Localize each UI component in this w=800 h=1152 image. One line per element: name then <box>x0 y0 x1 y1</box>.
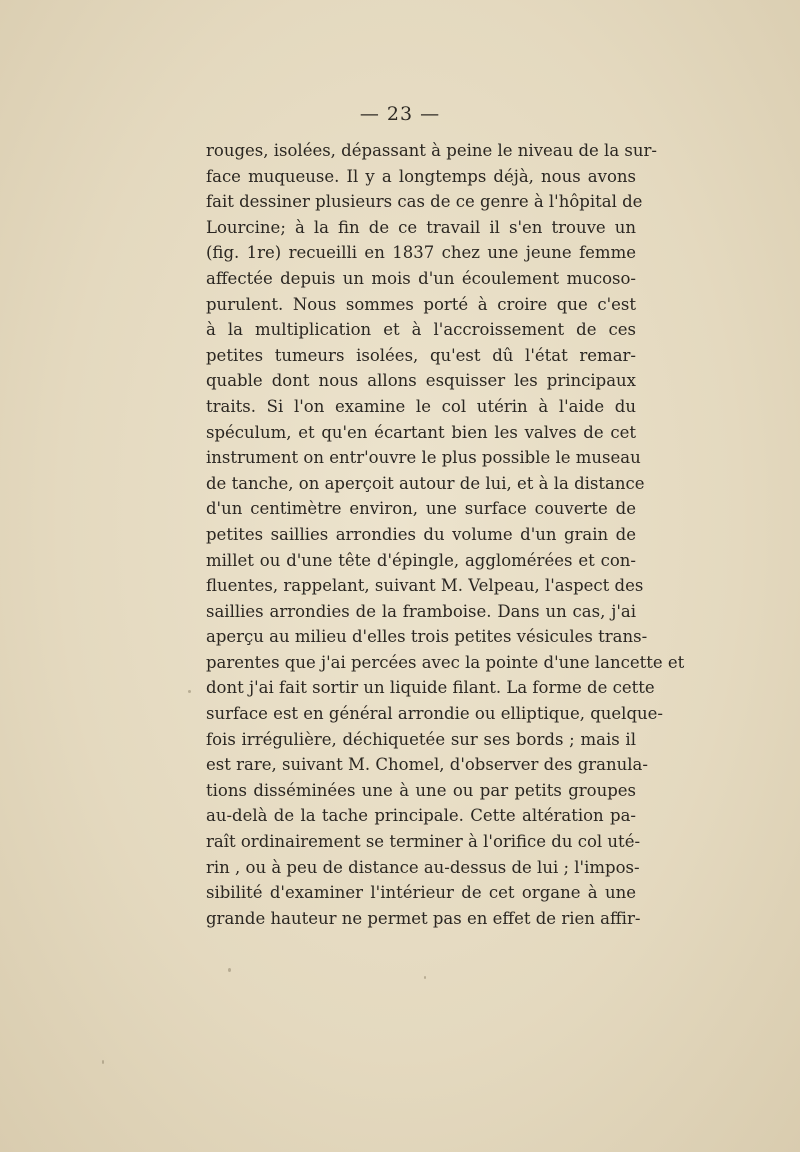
page-number: — 23 — <box>359 103 441 125</box>
text-line: Lourcine; à la fin de ce travail il s'en trouve un <box>206 217 636 237</box>
text-line: de tanche, on aperçoit autour de lui, et à la distance <box>206 473 645 493</box>
text-line: à la multiplication et à l'accroissement de ces <box>206 320 636 340</box>
text-line: grande hauteur ne permet pas en effet de rien affir- <box>206 908 641 928</box>
text-line: saillies arrondies de la framboise. Dans un cas, j'ai <box>206 601 636 621</box>
text-line: instrument on entr'ouvre le plus possible le museau <box>206 448 641 468</box>
paper-speck <box>424 976 426 979</box>
body-text <box>206 138 685 931</box>
text-line: d'un centimètre environ, une surface couverte de <box>206 499 636 519</box>
text-line: dont j'ai fait sortir un liquide filant. La forme de cette <box>206 678 655 698</box>
text-line: parentes que j'ai percées avec la pointe d'une lancette et <box>206 652 685 672</box>
text-line: face muqueuse. Il y a longtemps déjà, nous avons <box>206 166 636 186</box>
paper-speck <box>188 690 191 693</box>
text-line: aperçu au milieu d'elles trois petites vésicules trans- <box>206 627 648 647</box>
text-line: (fig. 1re) recueilli en 1837 chez une jeune femme <box>206 243 636 263</box>
text-line: raît ordinairement se terminer à l'orifice du col uté- <box>206 832 641 852</box>
text-line: surface est en général arrondie ou elliptique, quelque- <box>206 704 663 724</box>
text-line: affectée depuis un mois d'un écoulement mucoso- <box>206 268 636 288</box>
text-line: fait dessiner plusieurs cas de ce genre à l'hôpital de <box>206 192 643 212</box>
text-line: tions disséminées une à une ou par petits groupes <box>206 780 636 800</box>
text-line: est rare, suivant M. Chomel, d'observer des granula- <box>206 755 648 775</box>
paper-speck <box>228 968 231 972</box>
text-line: sibilité d'examiner l'intérieur de cet organe à une <box>206 883 636 903</box>
text-line: spéculum, et qu'en écartant bien les valves de cet <box>206 422 636 442</box>
text-line: fois irrégulière, déchiquetée sur ses bords ; mais il <box>206 729 636 749</box>
text-line: rouges, isolées, dépassant à peine le niveau de la sur- <box>206 141 657 160</box>
text-line: au-delà de la tache principale. Cette altération pa- <box>206 806 636 826</box>
text-line: fluentes, rappelant, suivant M. Velpeau, l'aspect des <box>206 576 644 596</box>
text-line: purulent. Nous sommes porté à croire que c'est <box>206 294 636 314</box>
paper-speck <box>102 1060 104 1064</box>
text-line: petites tumeurs isolées, qu'est dû l'état remar- <box>206 345 636 365</box>
text-line: traits. Si l'on examine le col utérin à l'aide du <box>206 396 636 416</box>
text-line: quable dont nous allons esquisser les principaux <box>206 371 636 391</box>
text-line: petites saillies arrondies du volume d'un grain de <box>206 524 636 544</box>
text-line: rin , ou à peu de distance au-dessus de lui ; l'impos- <box>206 857 640 877</box>
text-line: millet ou d'une tête d'épingle, agglomérées et con- <box>206 550 636 570</box>
